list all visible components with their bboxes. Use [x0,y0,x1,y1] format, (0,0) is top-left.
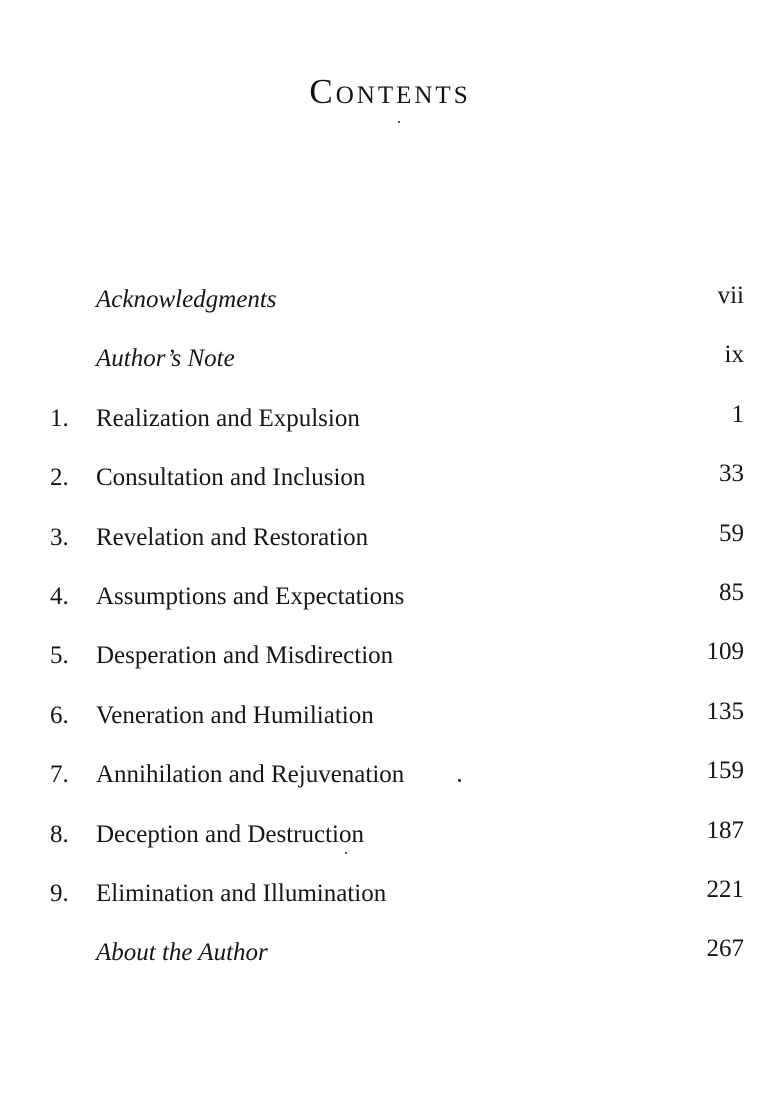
entry-number: 1. [50,404,69,432]
ink-speck [398,121,400,123]
ink-speck [345,852,347,854]
toc-entry [50,518,744,577]
entry-title: Elimination and Illumination [96,879,387,907]
toc-entry [50,933,744,992]
entry-page: 267 [706,935,744,963]
ink-speck [458,779,461,782]
entry-page: vii [717,282,744,309]
toc-entry [50,399,744,458]
toc-entry [50,280,744,339]
entry-number: 6. [50,701,69,729]
entry-page: 85 [719,578,744,606]
toc-entry [50,577,744,636]
entry-page: 187 [706,816,744,844]
toc-entry [50,874,744,933]
entry-page: 135 [706,697,744,725]
entry-page: 109 [706,638,744,666]
entry-number: 9. [50,879,69,907]
page-title: Contents [309,72,471,111]
toc-entry [50,636,744,695]
entry-title: Consultation and Inclusion [96,464,366,492]
entry-number: 4. [50,582,69,610]
entry-number: 7. [50,761,69,789]
entry-page: 33 [719,460,744,488]
entry-title: Revelation and Restoration [96,523,369,551]
toc-entry [50,815,744,874]
table-of-contents [50,280,744,993]
toc-entry [50,339,744,398]
entry-number: 5. [50,642,69,670]
entry-title: Veneration and Humiliation [96,701,374,729]
toc-entry [50,755,744,814]
entry-title: Realization and Expulsion [96,404,360,432]
entry-page: 221 [706,875,744,903]
entry-number: 2. [50,464,69,492]
entry-page: 59 [719,519,744,547]
entry-page: 1 [731,400,744,428]
entry-title: Author’s Note [96,345,235,373]
entry-title: Deception and Destruction [96,820,364,848]
entry-title: Desperation and Misdirection [96,642,394,670]
entry-page: ix [724,341,744,369]
entry-title: About the Author [96,939,268,967]
entry-page: 159 [706,757,744,785]
entry-title: Acknowledgments [96,286,277,313]
entry-title: Annihilation and Rejuvenation [96,761,405,789]
entry-title: Assumptions and Expectations [96,582,405,610]
entry-number: 3. [50,523,69,551]
entry-number: 8. [50,820,69,848]
toc-entry [50,696,744,755]
toc-entry [50,458,744,517]
